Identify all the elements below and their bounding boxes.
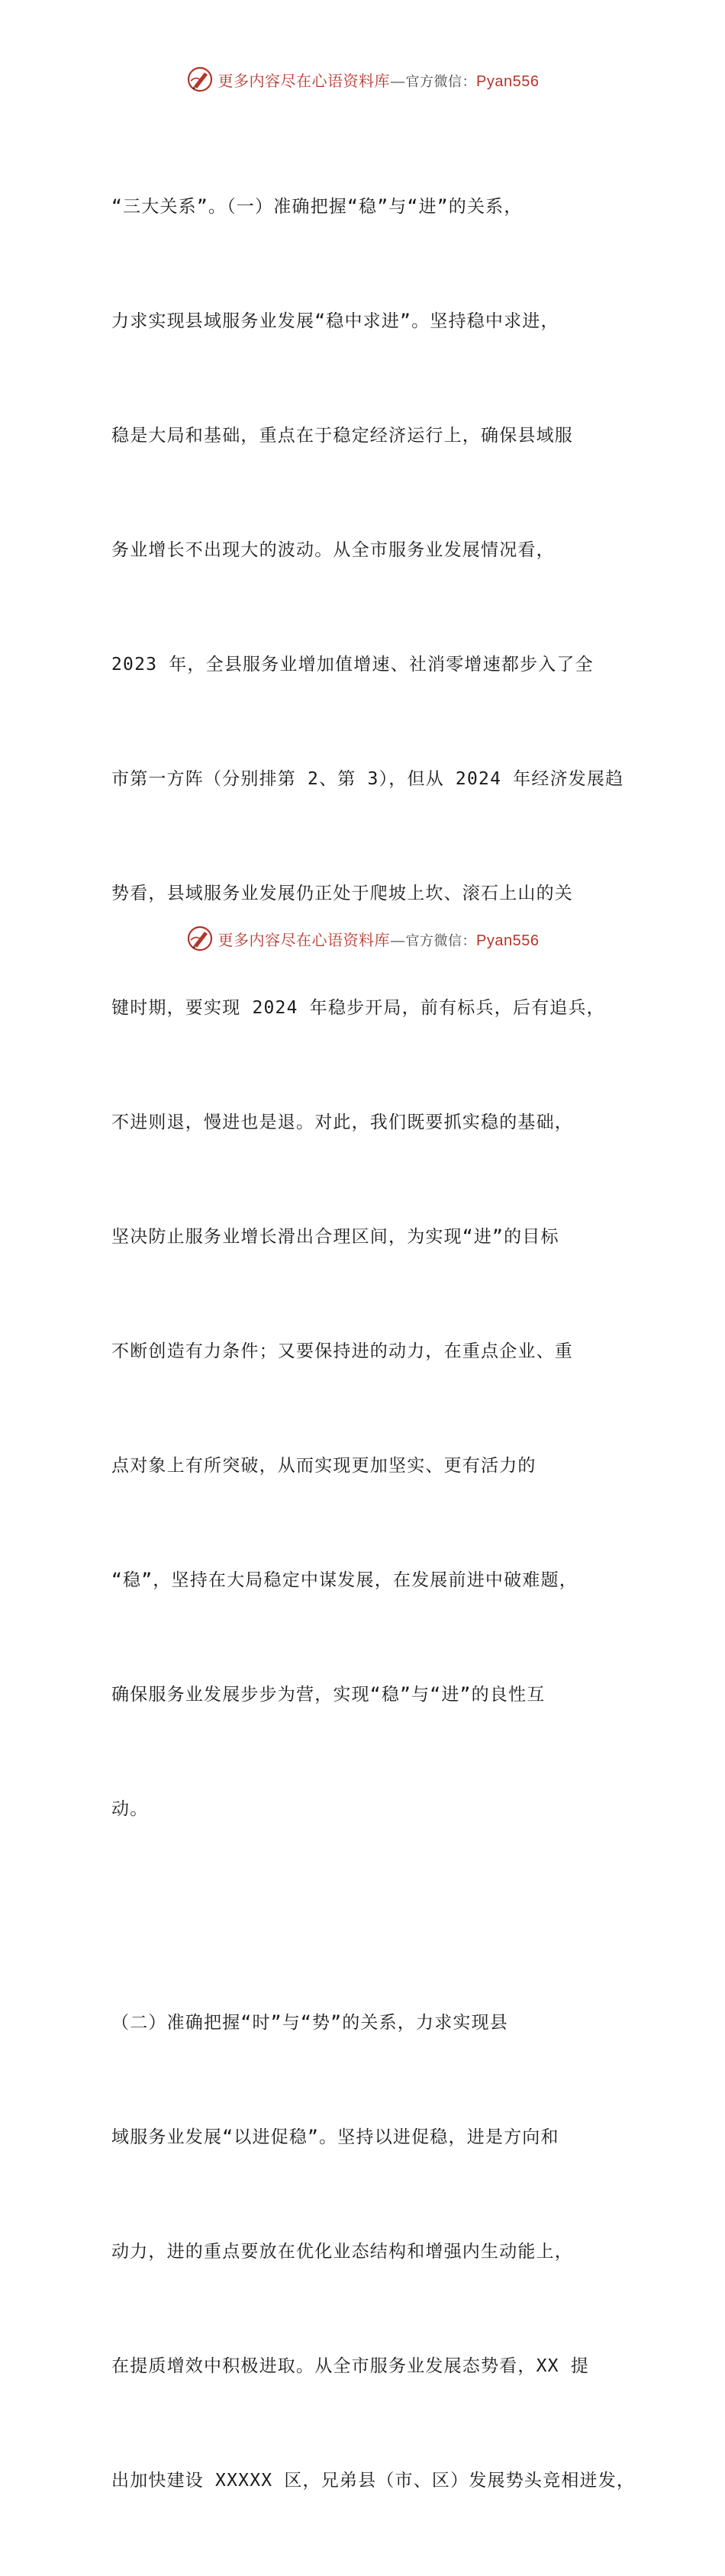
text-line: 确保服务业发展步步为营，实现“稳”与“进”的良性互: [111, 1685, 546, 1705]
paragraph-2: [111, 1927, 636, 2576]
document-body: [111, 111, 636, 2576]
text-line: （二）准确把握“时”与“势”的关系，力求实现县: [111, 2013, 508, 2033]
text-line: 务业增长不出现大的波动。从全市服务业发展情况看，: [111, 540, 555, 560]
text-line: 市第一方阵（分别排第 2、第 3），但从 2024 年经济发展趋: [111, 769, 624, 789]
text-line: 域服务业发展“以进促稳”。坚持以进促稳，进是方向和: [111, 2127, 559, 2147]
paragraph-gap: [111, 1905, 630, 1927]
text-line: 不断创造有力条件；又要保持进的动力，在重点企业、重: [111, 1341, 573, 1361]
text-line: “三大关系”。（一）准确把握“稳”与“进”的关系，: [111, 197, 523, 217]
text-line: 在提质增效中积极进取。从全市服务业发展态势看，XX 提: [111, 2356, 589, 2376]
text-line: “稳”，坚持在大局稳定中谋发展，在发展前进中破难题，: [111, 1570, 578, 1590]
banner-text: 更多内容尽在心语资料库—官方微信：Pyan556: [218, 930, 540, 949]
text-line: 2023 年，全县服务业增加值增速、社消零增速都步入了全: [111, 655, 594, 675]
text-line: 势看，县域服务业发展仍正处于爬坡上坎、滚石上山的关: [111, 884, 573, 903]
text-line: 力求实现县域服务业发展“稳中求进”。坚持稳中求进，: [111, 311, 559, 331]
text-line: 不进则退，慢进也是退。对此，我们既要抓实稳的基础，: [111, 1113, 573, 1132]
text-line: 坚决防止服务业增长滑出合理区间，为实现“进”的目标: [111, 1227, 559, 1247]
paragraph-1: [111, 111, 630, 1905]
header-banner: [0, 63, 725, 96]
text-line: 点对象上有所突破，从而实现更加坚实、更有活力的: [111, 1456, 536, 1476]
pen-logo-icon: [186, 66, 214, 93]
text-line: 动力，进的重点要放在优化业态结构和增强内生动能上，: [111, 2242, 573, 2262]
text-line: 动。: [111, 1799, 149, 1819]
pen-logo-icon: [186, 925, 214, 952]
footer-banner: [0, 922, 725, 955]
text-line: 稳是大局和基础，重点在于稳定经济运行上，确保县域服: [111, 426, 573, 446]
text-line: 出加快建设 XXXXX 区，兄弟县（市、区）发展势头竞相迸发，: [111, 2471, 636, 2491]
banner-text: 更多内容尽在心语资料库—官方微信：Pyan556: [218, 71, 540, 90]
text-line: 键时期，要实现 2024 年稳步开局，前有标兵，后有追兵，: [111, 998, 605, 1018]
